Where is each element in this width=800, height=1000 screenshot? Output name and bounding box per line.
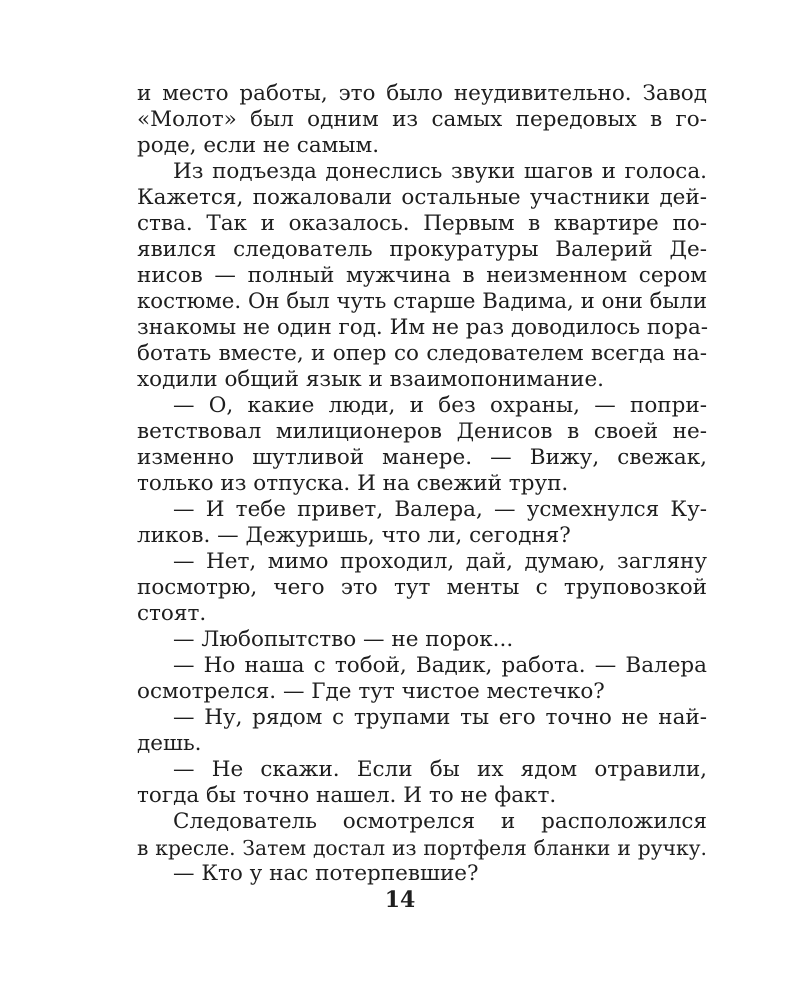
text-line: в кресле. Затем достал из портфеля бланки и ручку. — [137, 836, 707, 860]
text-line: изменно шутливой манере. — Вижу, свежак, — [137, 445, 707, 470]
text-line: — Кто у нас потерпевшие? — [173, 861, 479, 886]
text-line: явился следователь прокуратуры Валерий Де- — [137, 237, 707, 262]
text-line: — И тебе привет, Валера, — усмехнулся Ку- — [173, 497, 707, 522]
text-line: нисов — полный мужчина в неизменном сером — [137, 263, 707, 288]
text-line: — Но наша с тобой, Вадик, работа. — Валера — [173, 653, 707, 678]
text-line: костюме. Он был чуть старше Вадима, и они были — [137, 289, 707, 314]
text-line: знакомы не один год. Им не раз доводилось пора- — [137, 315, 709, 340]
text-line: дешь. — [137, 731, 202, 756]
text-line: — Не скажи. Если бы их ядом отравили, — [173, 757, 707, 782]
text-line: только из отпуска. И на свежий труп. — [137, 471, 569, 496]
text-line: — Любопытство — не порок... — [173, 627, 514, 652]
text-line: — Нет, мимо проходил, дай, думаю, загляну — [173, 549, 707, 574]
text-line: «Молот» был одним из самых передовых в го- — [137, 107, 707, 132]
text-line: ветствовал милиционеров Денисов в своей не- — [137, 419, 707, 444]
text-line: стоят. — [137, 601, 207, 626]
text-line: роде, если не самым. — [137, 133, 380, 158]
text-line: — Ну, рядом с трупами ты его точно не най- — [173, 705, 707, 730]
text-line: ства. Так и оказалось. Первым в квартире по- — [137, 211, 707, 236]
text-line: Кажется, пожаловали остальные участники дей- — [137, 185, 707, 210]
text-line: Из подъезда донеслись звуки шагов и голоса. — [173, 159, 707, 184]
text-line: осмотрелся. — Где тут чистое местечко? — [137, 679, 605, 704]
page-number: 14 — [384, 887, 416, 913]
text-line: ходили общий язык и взаимопонимание. — [137, 367, 605, 392]
text-line: посмотрю, чего это тут менты с труповозкой — [137, 575, 707, 600]
text-line: ликов. — Дежуришь, что ли, сегодня? — [137, 523, 571, 548]
text-line: Следователь осмотрелся и расположился — [173, 809, 707, 834]
text-line: ботать вместе, и опер со следователем всегда на- — [137, 341, 707, 366]
text-line: — О, какие люди, и без охраны, — попри- — [173, 393, 707, 418]
text-line: тогда бы точно нашел. И то не факт. — [137, 783, 557, 808]
text-line: и место работы, это было неудивительно. Завод — [137, 81, 707, 106]
